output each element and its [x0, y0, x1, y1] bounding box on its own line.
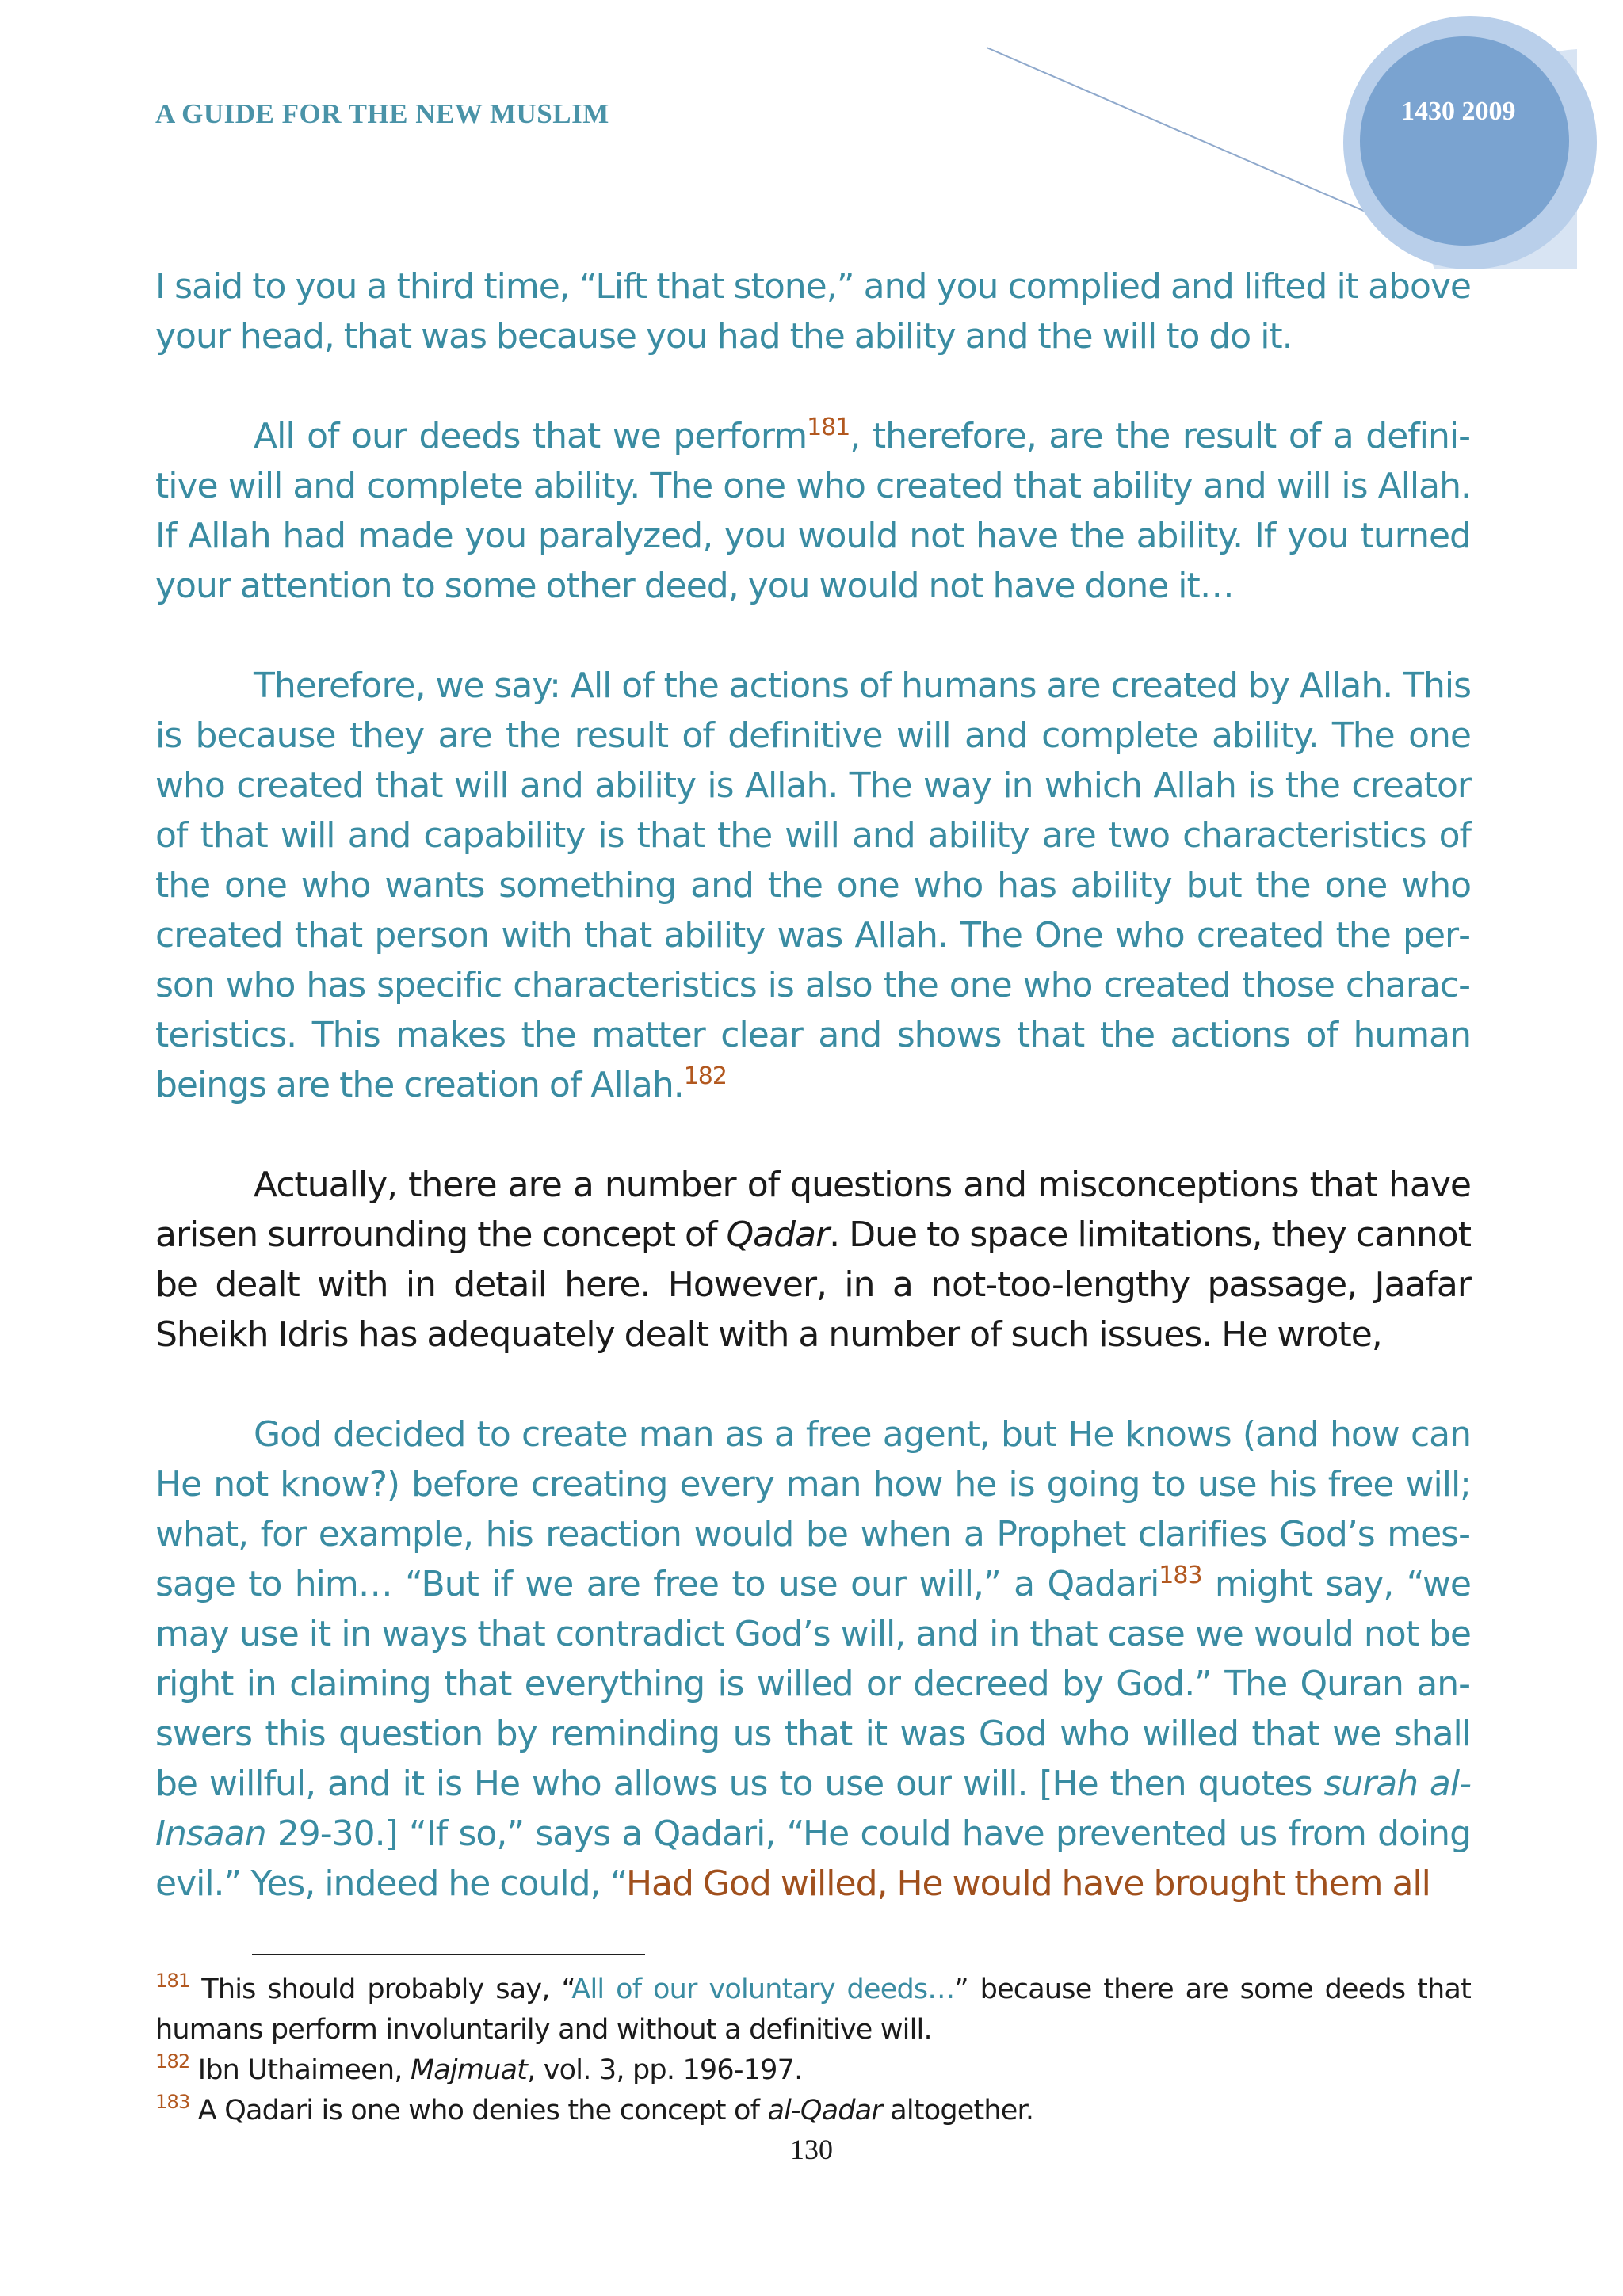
paragraph-text: might say, “we may use it in ways that contradict God’s will, and in that case we would not be right in claiming that everything is willed or decreed by God.” The Quran answers this question by reminding us that it was God who willed that we shall be willful, and it is He who allows us to use our will. [He then quotes — [155, 1564, 1471, 1804]
quoted-paragraph — [155, 1409, 1471, 1909]
footnote-ref[interactable]: 183 — [1159, 1562, 1202, 1589]
paragraph-text: Actually, there are a number of questions and misconceptions that have arisen surrounding the concept of — [155, 1165, 1471, 1255]
page-number: 130 — [790, 2134, 833, 2165]
footnote-emphasis: al-Qadar — [767, 2095, 882, 2126]
paragraph — [155, 661, 1471, 1110]
paragraph — [155, 1160, 1471, 1360]
footnote-number: 182 — [155, 2050, 190, 2073]
footnote-text: Ibn Uthaimeen, — [189, 2054, 411, 2086]
paragraph-text: I said to you a third time, “Lift that stone,” and you complied and lifted it above your head, that was because you had the ability and the will to do it. — [155, 266, 1471, 357]
footnote-number: 181 — [155, 1970, 190, 1992]
footnote-ref[interactable]: 181 — [807, 414, 850, 441]
emphasis-term: Qadar — [726, 1215, 830, 1255]
emphasis-term: surah al-Insaan — [155, 1764, 1471, 1854]
paragraph-text: God decided to create man as a free agent, but He knows (and how can He not know?) before creating every man how he is going to use his free will; what, for example, his reaction would be when a Prophet clarifies God’s message to him… “But if we are free to use our will,” a Qadari — [155, 1414, 1471, 1604]
footnote-text: A Qadari is one who denies the concept of — [189, 2095, 768, 2126]
paragraph-text: Therefore, we say: All of the actions of humans are created by Allah. This is because they are the result of definitive will and complete ability. The one who created that will and ability is Allah. The way in which Allah is the creator of that will and capability is that the will and ability are two characteristics of the one who wants something and the one who has ability but the one who created that person with that ability was Allah. The One who created the person who has specific characteristics is also the one who created those characteristics. This makes the matter clear and shows that the actions of human beings are the creation of Allah. — [155, 666, 1471, 1105]
paragraph — [155, 261, 1471, 361]
header-decoration-graphic — [0, 0, 1623, 269]
footnote — [155, 2091, 1471, 2131]
paragraph-text: 29-30.] “If so,” says a Qadari, “He could have prevented us from doing evil.” Yes, indeed he could, “ — [155, 1814, 1471, 1904]
footnote-divider — [252, 1954, 645, 1955]
footnote-emphasis: Majmuat — [410, 2054, 528, 2086]
paragraph-text: , therefore, are the result of a definitive will and complete ability. The one who created that ability and will is Allah. If Allah had made you paralyzed, you would not have the ability. If you turned your attention to some other deed, you would not have done it… — [155, 416, 1471, 606]
footnote-ref[interactable]: 182 — [683, 1062, 727, 1090]
book-title: A GUIDE FOR THE NEW MUSLIM — [155, 98, 609, 129]
footnote-text: ” because there are some deeds that humans perform involuntarily and without a definitive will. — [155, 1974, 1471, 2046]
paragraph-text: All of our deeds that we perform — [254, 416, 808, 456]
footnote — [155, 1970, 1471, 2050]
footnote-text: altogether. — [881, 2095, 1034, 2126]
footnote-quote: All of our voluntary deeds… — [571, 1974, 955, 2005]
page-header — [0, 0, 1623, 269]
header-year: 1430 2009 — [1401, 97, 1516, 126]
body-text — [155, 261, 1471, 1958]
footnote-text: , vol. 3, pp. 196-197. — [527, 2054, 803, 2086]
paragraph — [155, 411, 1471, 611]
footnotes — [155, 1970, 1471, 2131]
footnote-text: This should probably say, “ — [189, 1974, 572, 2005]
footnote-number: 183 — [155, 2091, 190, 2113]
paragraph-text: . Due to space limitations, they cannot be dealt with in detail here. However, in a not-too-lengthy passage, Jaafar Sheikh Idris has adequately dealt with a number of such issues. He wrote, — [155, 1215, 1471, 1355]
quran-quote: Had God willed, He would have brought them all — [625, 1863, 1430, 1904]
footnote — [155, 2050, 1471, 2091]
